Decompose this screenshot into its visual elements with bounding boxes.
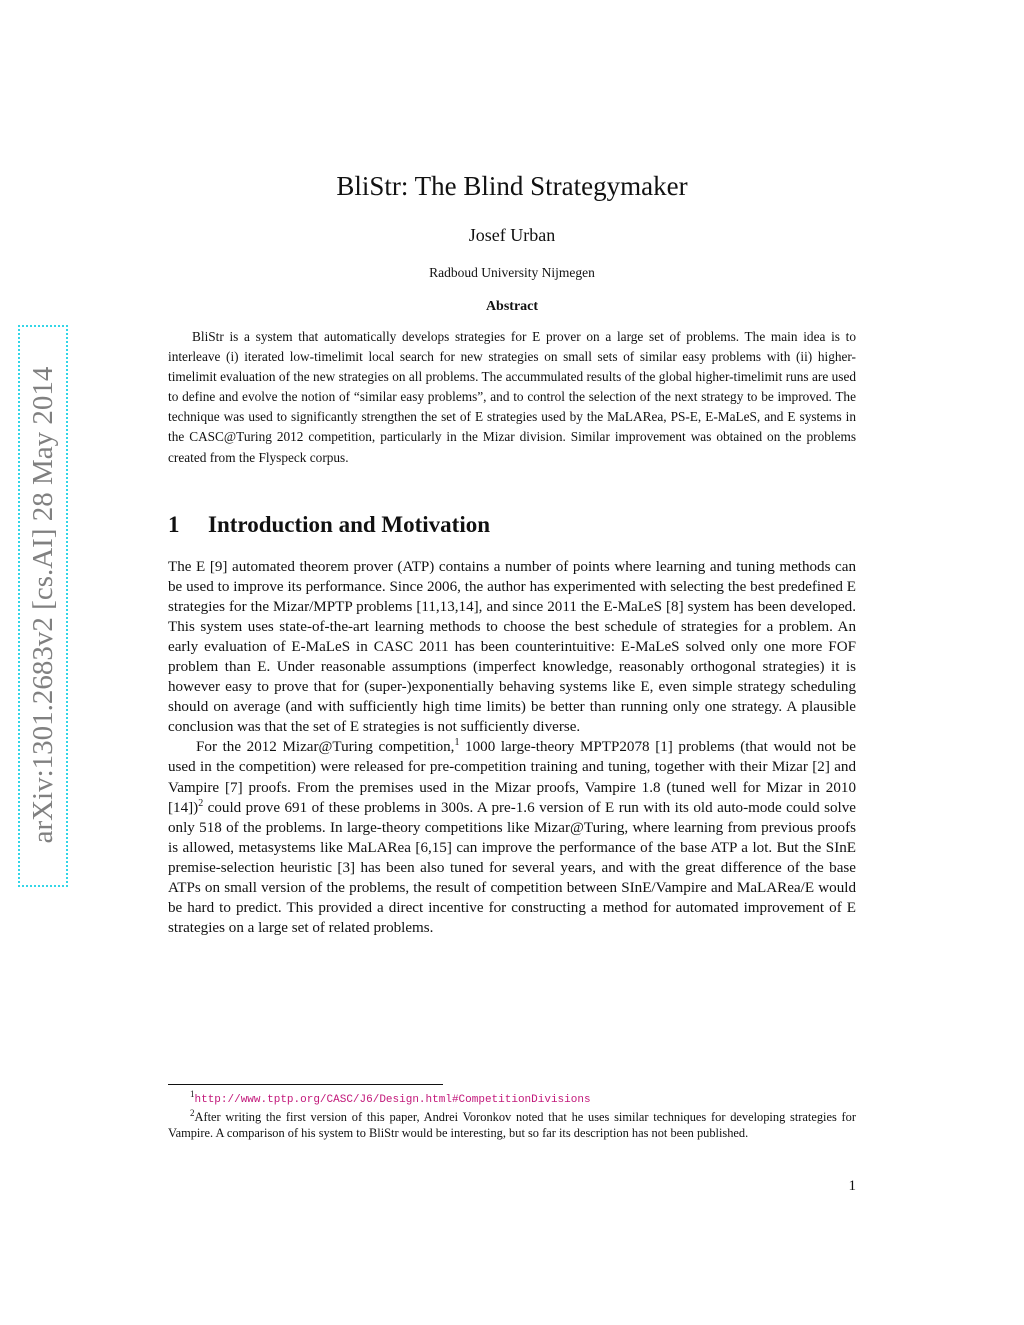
section-body	[168, 557, 856, 938]
paragraph-2	[168, 737, 856, 937]
footnote-ref-1[interactable]: 1	[454, 737, 460, 749]
paragraph-2-text-a: For the 2012 Mizar@Turing competition,	[196, 739, 455, 756]
footnote-1	[168, 1090, 856, 1109]
arxiv-identifier: arXiv:1301.2683v2 [cs.AI] 28 May 2014	[27, 366, 59, 844]
author-affiliation: Radboud University Nijmegen	[429, 265, 595, 280]
section-title: Introduction and Motivation	[208, 512, 491, 537]
section-heading	[168, 512, 856, 538]
footnotes	[168, 1090, 856, 1142]
footnote-divider	[168, 1084, 443, 1085]
footnote-2	[168, 1109, 856, 1142]
paragraph-1: The E [9] automated theorem prover (ATP) contains a number of points where learning and tuning methods can be used to improve its performance. Since 2006, the author has experimented with selecting the best predefined E strategies for the Mizar/MPTP problems [11,13,14], and since 2011 the E-MaLeS [8] system has been developed. This system uses state-of-the-art learning methods to choose the best schedule of strategies for a problem. An early evaluation of E-MaLeS in CASC 2011 has been counterintuitive: E-MaLeS solved only one more FOF problem than E. Under reasonable assumptions (imperfect knowledge, reasonably orthogonal strategies) it is however easy to prove that for (super-)exponentially behaving systems like E, even simple strategy scheduling should on average (and with sufficiently high time limits) be better than running only one strategy. A plausible conclusion was that the set of E strategies is not sufficiently diverse.	[168, 559, 856, 736]
paragraph-2-text-b: 1000 large-theory MPTP2078 [1] problems (that would not be used in the competition) were released for pre-competition training and tuning, together with their Mizar [2] and Vampire [7] proofs. From the premises used in the Mizar proofs, Vampire 1.8 (tuned well for Mizar in 2010 [14])	[168, 739, 856, 816]
footnote-ref-2[interactable]: 2	[198, 797, 204, 809]
paper-title: BliStr: The Blind Strategymaker	[336, 171, 688, 201]
footnote-2-mark: 2	[190, 1107, 195, 1118]
footnote-2-text: After writing the first version of this paper, Andrei Voronkov noted that he uses similar techniques for developing strategies for Vampire. A comparison of his system to BliStr would be interesting, but so far its description has not been published.	[168, 1109, 856, 1140]
page-number: 1	[848, 1178, 856, 1194]
section-number: 1	[168, 512, 180, 537]
author-name: Josef Urban	[468, 225, 556, 245]
abstract-heading: Abstract	[485, 299, 539, 314]
footnote-1-link[interactable]: http://www.tptp.org/CASC/J6/Design.html#CompetitionDivisions	[194, 1094, 591, 1106]
footnote-1-mark: 1	[190, 1088, 195, 1099]
abstract-text: BliStr is a system that automatically develops strategies for E prover on a large set of problems. The main idea is to interleave (i) iterated low-timelimit local search for new strategies on small sets of similar easy problems with (ii) higher-timelimit evaluation of the new strategies on all problems. The accummulated results of the global higher-timelimit runs are used to define and evolve the notion of “similar easy problems”, and to control the selection of the next strategy to be improved. The technique was used to significantly strengthen the set of E strategies used by the MaLARea, PS-E, E-MaLeS, and E systems in the CASC@Turing 2012 competition, particularly in the Mizar division. Similar improvement was obtained on the problems created from the Flyspeck corpus.	[168, 329, 856, 465]
paragraph-2-text-c: could prove 691 of these problems in 300s. A pre-1.6 version of E run with its old auto-mode could solve only 518 of the problems. In large-theory competitions like Mizar@Turing, where learning from previous proofs is allowed, metasystems like MaLARea [6,15] can improve the performance of the base ATP a lot. But the SInE premise-selection heuristic [3] has been also tuned for several years, and with the great difference of the base ATPs on small version of the problems, the result of competition between SInE/Vampire and MaLARea/E would be hard to predict. This provided a direct incentive for constructing a method for automated improvement of E strategies on a large set of related problems.	[168, 799, 856, 936]
